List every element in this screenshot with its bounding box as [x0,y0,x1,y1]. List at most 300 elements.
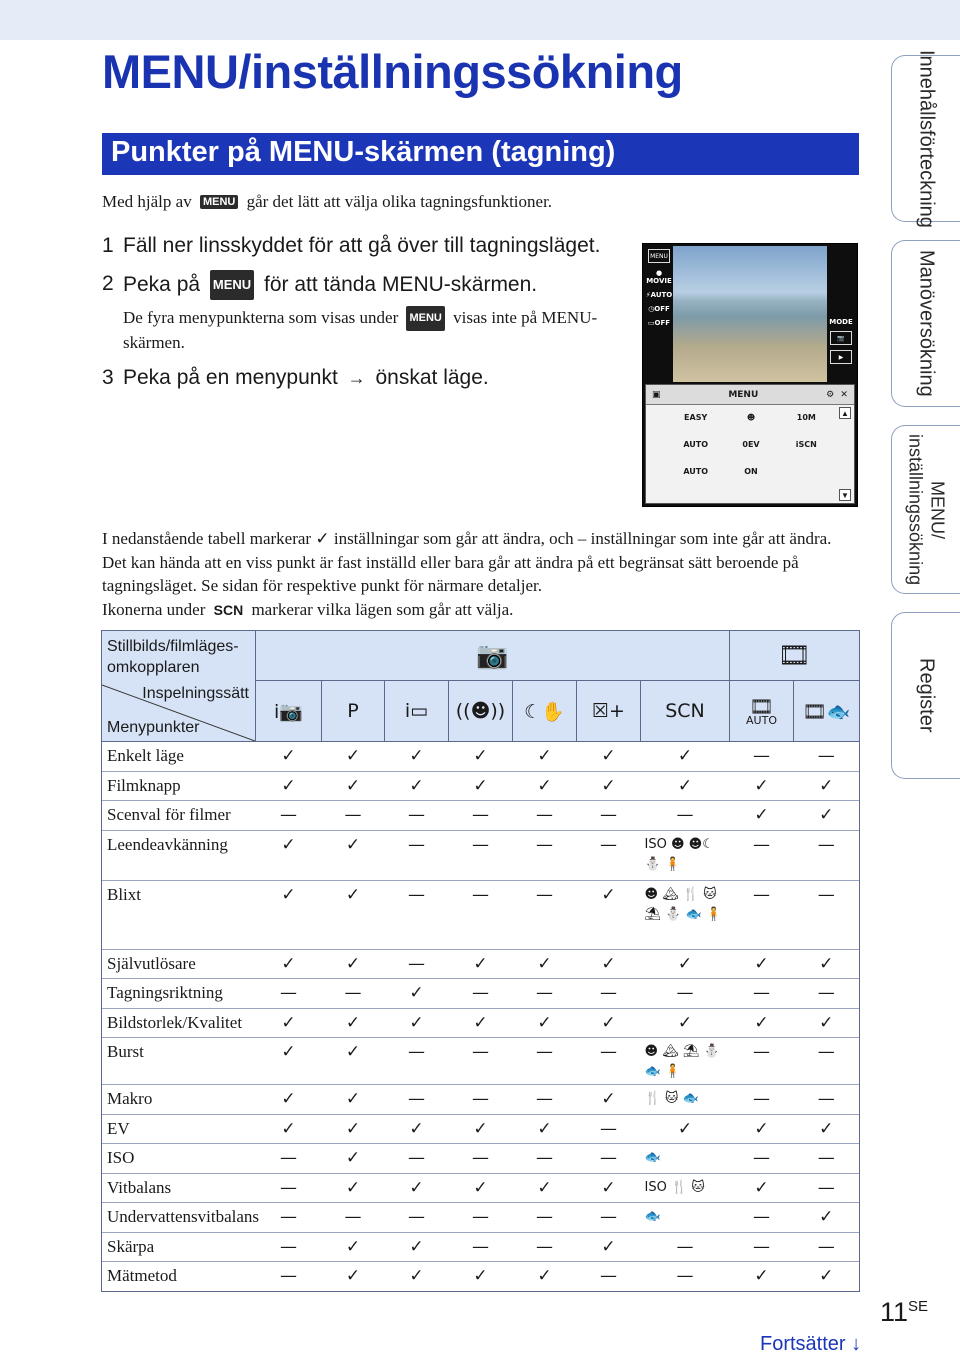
dash-mark: — [676,983,694,1003]
table-cell [641,1173,730,1203]
tab-contents[interactable] [891,49,960,228]
table-row [102,1173,860,1203]
dash-mark: — [600,805,617,825]
check-mark: ✓ [345,953,361,974]
check-mark: ✓ [601,884,616,905]
table-cell [385,1173,449,1203]
table-cell [449,1085,513,1115]
mode-header-3 [449,681,513,742]
note-part-3: Ikonerna under [102,599,206,619]
table-cell [794,1262,860,1292]
table-cell [513,1173,577,1203]
dash-mark: — [753,1207,771,1227]
table-cell [577,1008,641,1038]
table-cell [513,1262,577,1292]
table-cell [513,1144,577,1174]
tab-menu-settings[interactable] [891,425,960,594]
table-cell [385,1144,449,1174]
check-mark: ✓ [677,746,693,766]
check-mark: ✓ [409,1236,424,1257]
check-mark: ✓ [345,1148,361,1168]
table-cell [449,880,513,949]
dash-mark: — [536,884,553,905]
note-part-2: inställningar som går att ändra, och – inställningar som inte går att ändra. Det kan hända att en viss punkt är fast inställd eller bara går att ändra på ett begränsat sätt beroende på tagningsläget. Se sidan för respektive punkt för närmare detaljer. [102,529,832,595]
dash-mark: — [817,1148,835,1168]
check-mark: ✓ [345,1089,361,1109]
check-mark: ✓ [754,805,769,825]
menu-item-name: Leendeavkänning [102,830,256,880]
dash-mark: — [344,983,362,1003]
scn-icon: SCN [213,601,244,618]
table-cell [730,949,794,979]
note-part-1: I nedanstående tabell markerar [102,529,312,548]
step-2-note [123,306,612,354]
table-cell [730,1085,794,1115]
table-cell [385,771,449,801]
check-mark: ✓ [754,1266,769,1286]
menu-icon: MENU [200,195,238,209]
table-cell [577,979,641,1009]
menu-availability-table [101,630,860,1292]
dash-mark: — [472,1148,489,1168]
mode-header-8 [794,681,860,742]
mode-icon: SCN [665,700,705,723]
check-mark: ✓ [601,1177,616,1198]
table-cell [385,830,449,880]
table-cell [794,801,860,831]
tab-index[interactable] [891,612,960,779]
table-cell [730,1114,794,1144]
table-cell [449,979,513,1009]
table-cell [513,949,577,979]
camera-menu-label: MENU [728,389,759,400]
table-row [102,830,860,880]
camera-mode-label: MODE [829,318,853,326]
table-cell [641,1085,730,1115]
check-mark: ✓ [409,775,424,796]
scroll-down-icon: ▼ [839,489,851,501]
dash-mark: — [600,1148,617,1168]
section-heading: Punkter på MENU-skärmen (tagning) [102,133,859,175]
table-cell [730,830,794,880]
table-cell [794,771,860,801]
camera-flash-label: ⚡AUTO [645,291,673,299]
menu-item-name: ISO [102,1144,256,1174]
dash-mark: — [408,884,425,905]
table-cell [641,830,730,880]
dash-mark: — [536,1042,553,1062]
movie-group-icon: 🎞 [730,631,860,681]
menu-item-name: EV [102,1114,256,1144]
check-mark: ✓ [281,1089,296,1109]
mode-header-2 [385,681,449,742]
table-cell [385,1232,449,1262]
check-mark: ✓ [281,746,296,766]
check-mark: ✓ [601,775,616,796]
table-cell [322,801,385,831]
table-cell [730,1173,794,1203]
table-cell [256,742,322,772]
table-cell [513,1114,577,1144]
steps-list [102,232,612,402]
table-cell [256,949,322,979]
table-cell [794,1008,860,1038]
check-mark: ✓ [601,746,616,766]
note-after: visas inte på MENU-skärmen. [123,308,598,352]
table-cell [385,742,449,772]
table-cell [256,880,322,949]
check-mark: ✓ [409,983,424,1003]
camera-burst-label: ▭OFF [647,319,671,327]
dash-mark: — [676,1236,694,1257]
check-mark: ✓ [677,953,693,974]
table-cell [256,771,322,801]
table-row [102,1203,860,1233]
table-cell [385,1085,449,1115]
table-cell [513,1038,577,1085]
scene-icons: 🐟 [644,1150,661,1165]
dash-mark: — [676,805,694,825]
table-cell [730,1203,794,1233]
check-mark: ✓ [473,1118,488,1139]
scene-icons: ☻ 🏔 ⛱ ⛄ 🐟 🧍 [644,1044,720,1079]
table-cell [513,742,577,772]
table-cell [794,979,860,1009]
table-row [102,1038,860,1085]
check-mark: ✓ [754,1177,769,1198]
tab-operation-label: Manöversökning [915,250,938,397]
table-cell [794,949,860,979]
table-cell [385,880,449,949]
table-cell [385,949,449,979]
table-cell [322,1008,385,1038]
table-cell [794,1085,860,1115]
check-mark: ✓ [281,834,296,855]
check-mark: ✓ [281,884,296,905]
check-mark: ✓ [819,1266,834,1286]
step-text-after: för att tända MENU-skärmen. [264,273,538,296]
tab-operation-search[interactable] [891,240,960,407]
check-mark: ✓ [345,746,361,766]
table-cell [513,880,577,949]
table-cell [322,1144,385,1174]
check-mark: ✓ [754,1118,769,1139]
check-icon: ✓ [315,529,330,548]
table-cell [256,1114,322,1144]
menu-item-name: Skärpa [102,1232,256,1262]
dash-mark: — [817,1177,835,1198]
table-header [102,631,860,742]
table-cell [730,742,794,772]
table-cell [641,1114,730,1144]
page-suffix: SE [908,1298,929,1315]
dash-mark: — [753,746,771,766]
dash-mark: — [600,983,617,1003]
check-mark: ✓ [537,1266,552,1286]
continue-label: Fortsätter [760,1333,846,1355]
dash-mark: — [600,834,617,855]
check-mark: ✓ [473,953,488,974]
recording-mode-label: Inspelningssätt [142,685,249,702]
dash-mark: — [280,983,297,1003]
mode-sub-label: AUTO [746,714,777,728]
check-mark: ✓ [345,1266,361,1286]
dash-mark: — [600,1118,617,1139]
table-cell [256,1232,322,1262]
table-row [102,1085,860,1115]
dash-mark: — [472,983,489,1003]
check-mark: ✓ [473,1177,488,1198]
step-text-before: Peka på en menypunkt [123,366,338,389]
dash-mark: — [408,953,425,974]
camera-scrollbar [838,407,852,501]
table-cell [577,801,641,831]
menu-items-label: Menypunkter [107,719,200,736]
table-cell [385,1262,449,1292]
dash-mark: — [408,1042,425,1062]
table-cell [794,1173,860,1203]
check-mark: ✓ [537,1177,552,1198]
check-mark: ✓ [473,746,488,766]
dash-mark: — [472,884,489,905]
table-cell [449,1232,513,1262]
check-mark: ✓ [537,775,552,796]
check-mark: ✓ [601,953,616,974]
continue-link[interactable] [760,1333,861,1356]
table-cell [577,771,641,801]
check-mark: ✓ [345,1118,361,1139]
dash-mark: — [472,1089,489,1109]
table-cell [730,801,794,831]
mode-icon: i📷 [274,700,303,723]
mode-icon: 🎞 [749,696,774,719]
mode-icon: ☒+ [592,700,625,723]
mode-header-7 [730,681,794,742]
step-1 [102,232,612,260]
table-cell [322,979,385,1009]
check-mark: ✓ [409,1177,424,1198]
table-cell [256,1173,322,1203]
table-cell [513,1203,577,1233]
camera-grid-item: iSCN [795,440,817,449]
dash-mark: — [817,1089,835,1109]
table-cell [322,771,385,801]
table-row [102,880,860,949]
table-cell [322,1085,385,1115]
step-text-after: önskat läge. [375,366,489,389]
check-mark: ✓ [473,1266,488,1286]
step-text-before: Peka på [123,273,201,296]
scene-icons: ISO 🍴 🐱 [644,1179,705,1195]
dash-mark: — [817,834,835,855]
table-cell [256,1203,322,1233]
table-cell [794,1203,860,1233]
still-camera-group-icon: 📷 [256,631,730,681]
table-cell [641,1203,730,1233]
mode-header-1 [322,681,385,742]
dash-mark: — [536,805,553,825]
table-cell [385,1008,449,1038]
step-number: 1 [102,234,114,257]
check-mark: ✓ [537,953,552,974]
camera-grid-item: EASY [684,413,708,422]
table-cell [385,801,449,831]
check-mark: ✓ [601,1012,616,1033]
dash-mark: — [817,1236,835,1257]
menu-icon: MENU [406,306,444,331]
dash-mark: — [536,1236,553,1257]
menu-item-name: Självutlösare [102,949,256,979]
dash-mark: — [753,834,771,855]
table-cell [513,771,577,801]
mode-icon: ((☻)) [455,700,506,723]
dash-mark: — [753,884,771,905]
dash-mark: — [753,983,771,1003]
arrow-right-icon: → [347,368,366,388]
camera-right-bar [827,246,855,382]
table-cell [730,880,794,949]
dash-mark: — [536,1148,553,1168]
check-mark: ✓ [677,1118,693,1139]
check-mark: ✓ [537,1118,552,1139]
corner-header-cell [102,631,256,742]
camera-grid-item [779,467,834,476]
table-cell [577,949,641,979]
dash-mark: — [344,805,362,825]
table-cell [641,742,730,772]
table-cell [513,1008,577,1038]
dash-mark: — [536,1207,553,1227]
table-cell [641,1008,730,1038]
menu-item-name: Bildstorlek/Kvalitet [102,1008,256,1038]
scene-icons: 🍴 🐱 🐟 [644,1091,699,1106]
table-cell [449,771,513,801]
table-cell [730,1038,794,1085]
table-cell [322,1203,385,1233]
check-mark: ✓ [601,1236,616,1257]
table-cell [641,801,730,831]
toolbox-icon: ▣ [652,389,661,400]
table-cell [449,801,513,831]
table-cell [794,1144,860,1174]
table-cell [322,880,385,949]
check-mark: ✓ [819,953,834,974]
table-row [102,1008,860,1038]
table-cell [513,1232,577,1262]
table-cell [641,880,730,949]
table-cell [449,949,513,979]
camera-grid-item: ☻ [746,413,756,422]
check-mark: ✓ [754,775,769,796]
table-cell [577,1262,641,1292]
step-3 [102,364,612,392]
dash-mark: — [753,1236,771,1257]
check-mark: ✓ [819,1118,834,1139]
table-cell [513,801,577,831]
table-cell [385,1038,449,1085]
intro-before: Med hjälp av [102,192,192,211]
table-row [102,771,860,801]
menu-item-name: Mätmetod [102,1262,256,1292]
note-before: De fyra menypunkterna som visas under [123,308,399,327]
table-cell [577,742,641,772]
table-cell [449,830,513,880]
camera-left-bar [645,246,673,382]
table-cell [449,1114,513,1144]
page-number: $11^{SE}$ [880,1297,929,1327]
table-cell [730,979,794,1009]
dash-mark: — [280,1207,297,1227]
dash-mark: — [408,1148,425,1168]
scroll-up-icon: ▲ [839,407,851,419]
table-cell [794,1232,860,1262]
table-cell [322,949,385,979]
table-cell [449,1144,513,1174]
tab-contents-label: Innehållsförteckning [915,49,938,228]
check-mark: ✓ [281,775,296,796]
table-cell [513,979,577,1009]
table-cell [449,1008,513,1038]
camera-screen-illustration [642,243,858,507]
camera-menu-header [646,385,854,405]
mode-icon: P [347,700,359,723]
mode-header-6 [641,681,730,742]
table-cell [730,1232,794,1262]
table-cell [256,1085,322,1115]
settings-close-icons: ⚙ ✕ [826,389,848,400]
check-mark: ✓ [345,775,361,796]
check-mark: ✓ [409,746,424,766]
dash-mark: — [600,1266,617,1286]
table-cell [256,1038,322,1085]
step-text: Fäll ner linsskyddet för att gå över till tagningsläget. [123,234,601,257]
camera-grid-item: 10M [796,413,816,422]
dash-mark: — [817,1042,835,1062]
dash-mark: — [472,1042,489,1062]
step-number: 2 [102,272,114,295]
camera-play-icon: ▶ [830,350,852,364]
table-cell [322,830,385,880]
table-cell [577,1038,641,1085]
check-mark: ✓ [677,775,693,796]
camera-menu-grid [668,413,834,476]
check-mark: ✓ [473,775,488,796]
camera-grid-item: 0EV [742,440,760,449]
check-mark: ✓ [754,953,769,974]
camera-grid-item: AUTO [683,440,709,449]
check-mark: ✓ [281,1118,296,1139]
table-cell [730,771,794,801]
dash-mark: — [536,1089,553,1109]
menu-icon: MENU [210,270,254,300]
menu-item-name: Makro [102,1085,256,1115]
check-mark: ✓ [345,1012,361,1033]
menu-item-name: Filmknapp [102,771,256,801]
dash-mark: — [817,884,835,905]
table-cell [641,979,730,1009]
menu-item-name: Vitbalans [102,1173,256,1203]
table-cell [577,1173,641,1203]
table-row [102,949,860,979]
camera-still-icon: 📷 [830,331,852,345]
table-cell [449,1203,513,1233]
dash-mark: — [408,834,425,855]
page-title: MENU/inställningssökning [102,45,683,98]
table-body [102,742,860,1292]
camera-menu-panel [645,384,855,504]
scene-icons: 🐟 [644,1209,661,1224]
camera-grid-item: ON [744,467,758,476]
